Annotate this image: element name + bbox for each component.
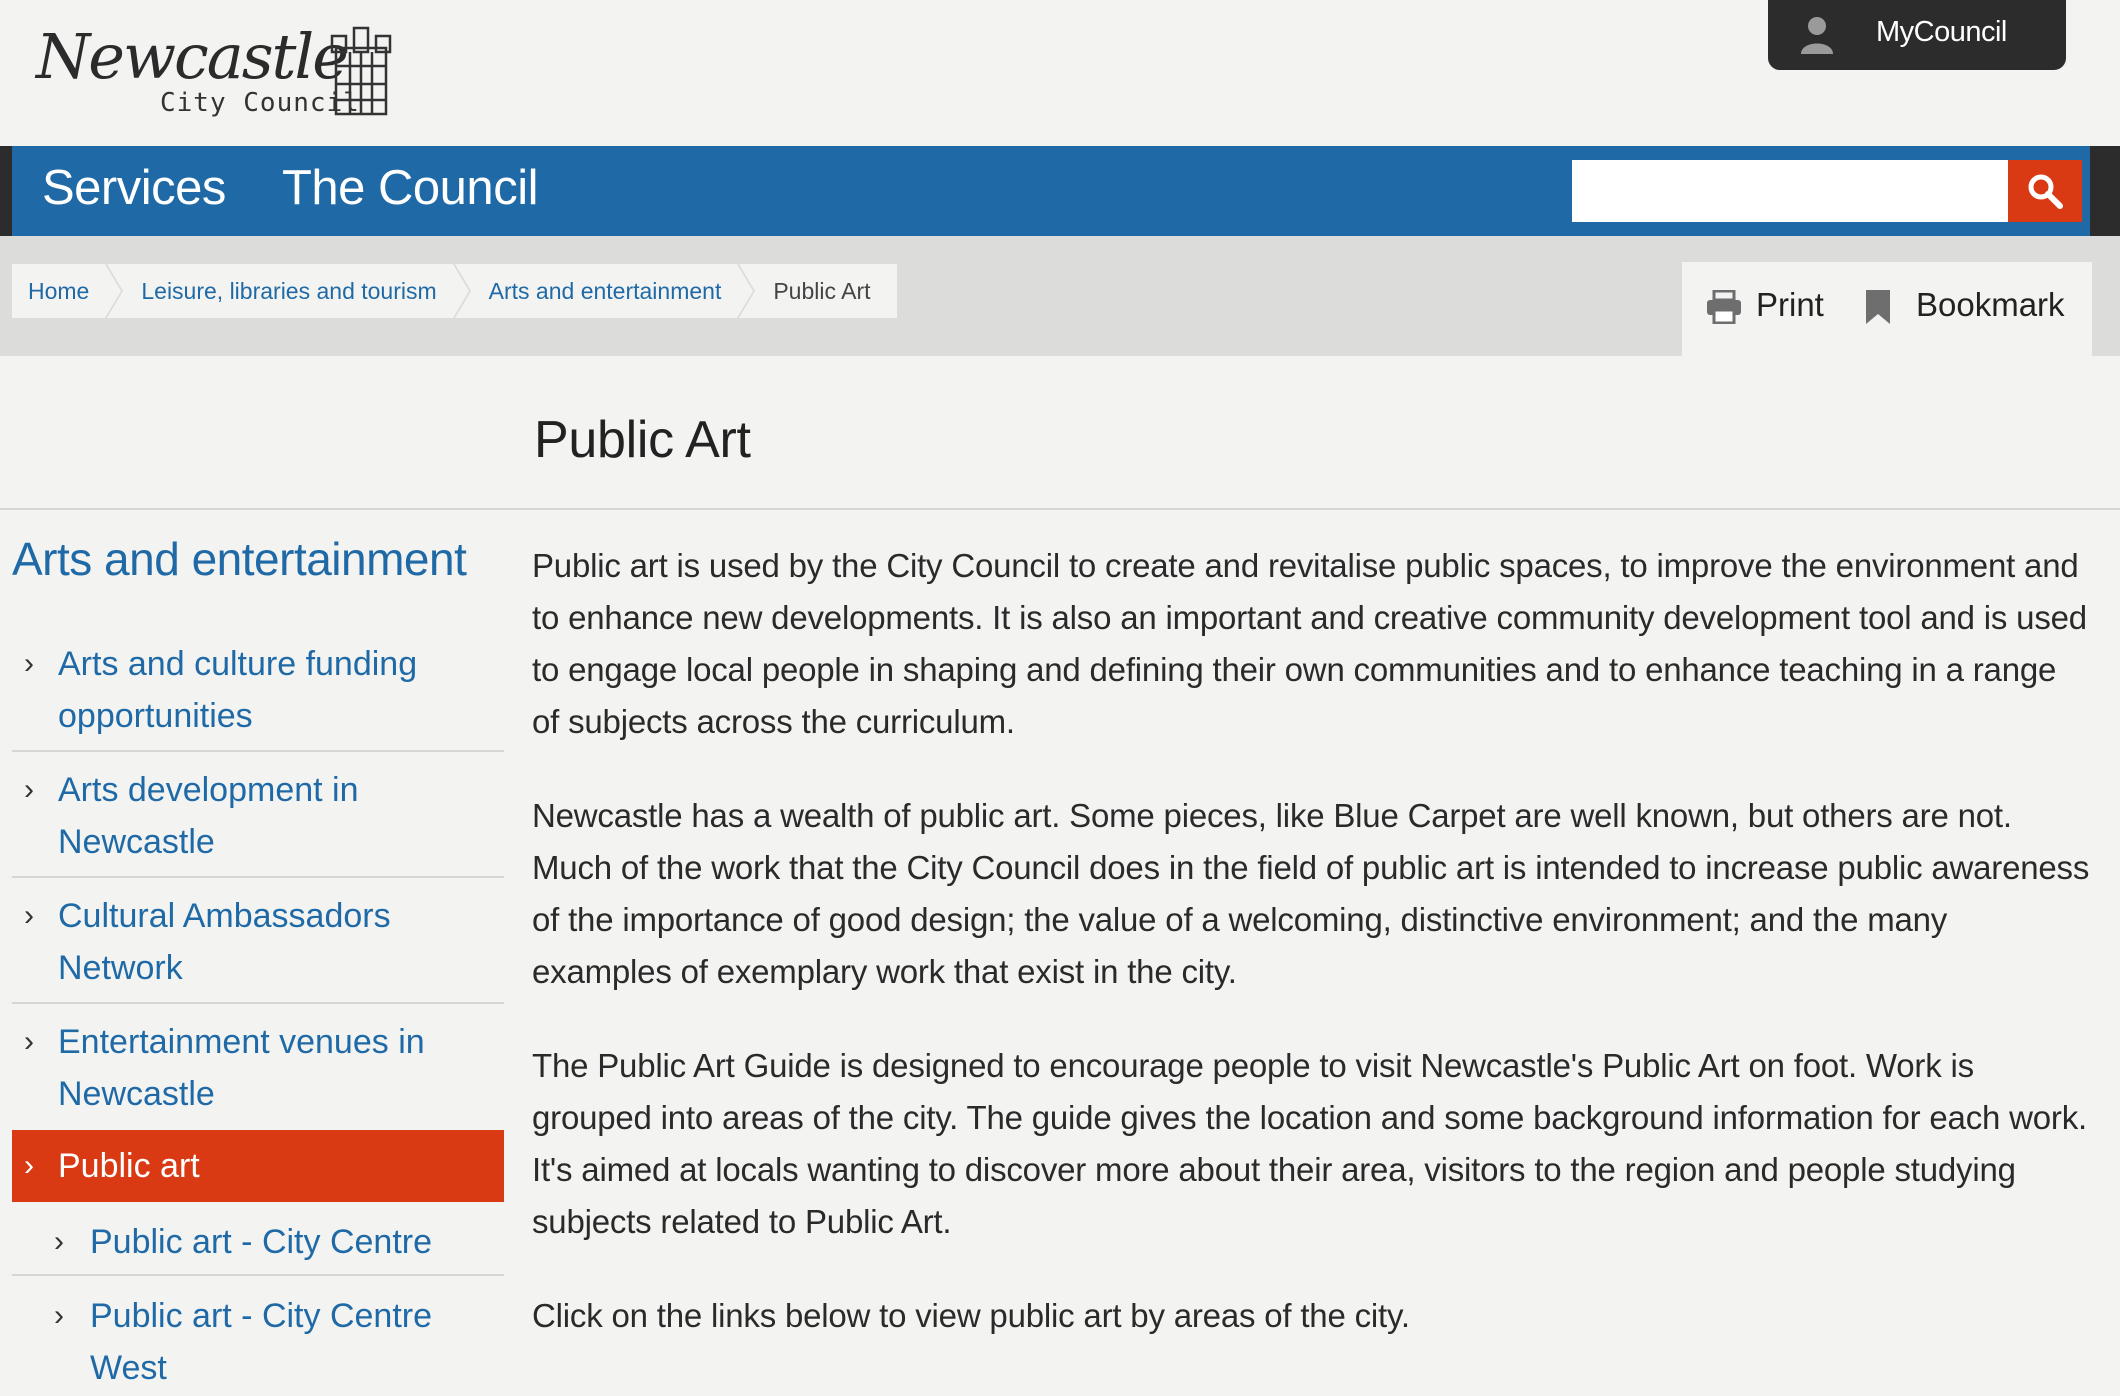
page-tools [1682, 262, 2092, 356]
sidebar-divider [12, 1274, 504, 1276]
sidebar-item-public-art[interactable] [12, 1130, 504, 1202]
main-content [532, 540, 2092, 1384]
sidebar-heading[interactable]: Arts and entertainment [12, 533, 467, 585]
logo-wordmark: Newcastle [36, 20, 347, 93]
content-paragraph: The Public Art Guide is designed to encourage people to visit Newcastle's Public Art on foot. Work is grouped into areas of the city. The guide gives the location and some background information for each work. It's aimed at locals wanting to discover more about their area, visitors to the region and people studying subjects related to Public Art. [532, 1047, 2087, 1240]
chevron-right-icon: › [24, 647, 34, 680]
nav-the-council[interactable]: The Council [282, 161, 538, 215]
sidebar-item-cultural-ambassadors[interactable] [12, 890, 504, 994]
sidebar-item-label: Public art - City Centre [90, 1223, 432, 1261]
page-title: Public Art [534, 411, 751, 469]
search-button[interactable] [2008, 160, 2082, 222]
breadcrumb-leisure[interactable]: Leisure, libraries and tourism [107, 264, 452, 318]
breadcrumb-current: Public Art [739, 264, 896, 318]
user-icon [1798, 14, 1836, 54]
search-input[interactable] [1572, 160, 2008, 222]
sidebar-divider [12, 876, 504, 878]
title-divider [0, 508, 2120, 510]
sidebar-item-label: Entertainment venues in Newcastle [58, 1023, 425, 1113]
sidebar-subitem-city-centre-west[interactable] [12, 1290, 504, 1394]
bookmark-label: Bookmark [1916, 286, 2065, 323]
sidebar-item-arts-development[interactable] [12, 764, 504, 868]
sidebar-item-label: Arts and culture funding opportunities [58, 645, 418, 735]
sidebar-item-funding[interactable] [12, 638, 504, 742]
site-header [0, 0, 2120, 146]
content-paragraph: Public art is used by the City Council to create and revitalise public spaces, to improve the environment and to enhance new developments. It is also an important and creative community development tool and is used to engage local people in shaping and defining their own communities and to enhance teaching in a range of subjects across the curriculum. [532, 547, 2087, 740]
content-paragraph: Newcastle has a wealth of public art. Some pieces, like Blue Carpet are well known, but others are not. Much of the work that the City Council does in the field of public art is intended to increase public awareness of the importance of good design; the value of a welcoming, distinctive environment; and the many examples of exemplary work that exist in the city. [532, 797, 2090, 990]
castle-icon [330, 26, 392, 118]
chevron-right-icon: › [24, 1025, 34, 1058]
mycouncil-button[interactable] [1768, 0, 2066, 70]
content-paragraph: Click on the links below to view public art by areas of the city. [532, 1297, 1410, 1334]
printer-icon [1706, 290, 1742, 324]
sidebar-divider [12, 750, 504, 752]
council-logo[interactable] [36, 22, 406, 122]
sidebar-item-label: Cultural Ambassadors Network [58, 897, 391, 987]
breadcrumb [12, 264, 897, 318]
mycouncil-label: MyCouncil [1876, 16, 2007, 48]
nav-services[interactable]: Services [42, 161, 226, 215]
chevron-right-icon: › [24, 899, 34, 932]
sidebar-divider [12, 1002, 504, 1004]
sidebar-item-label: Public art - City Centre West [90, 1297, 432, 1387]
print-label: Print [1756, 286, 1824, 323]
sidebar-item-label: Public art [58, 1147, 200, 1185]
breadcrumb-arts[interactable]: Arts and entertainment [455, 264, 738, 318]
sidebar-item-label: Arts development in Newcastle [58, 771, 359, 861]
breadcrumb-bar [0, 236, 2120, 356]
logo-subtitle: City Council [160, 88, 360, 118]
chevron-right-icon: › [54, 1225, 64, 1258]
breadcrumb-home[interactable]: Home [12, 264, 105, 318]
main-nav [0, 146, 2120, 236]
sidebar-subitem-city-centre[interactable] [12, 1216, 504, 1268]
main-nav-inner [12, 146, 2090, 236]
search-icon [2026, 172, 2064, 210]
sidebar-item-entertainment-venues[interactable] [12, 1016, 504, 1120]
chevron-right-icon: › [24, 773, 34, 806]
bookmark-icon [1864, 290, 1892, 324]
chevron-right-icon: › [24, 1149, 34, 1182]
chevron-right-icon: › [54, 1299, 64, 1332]
